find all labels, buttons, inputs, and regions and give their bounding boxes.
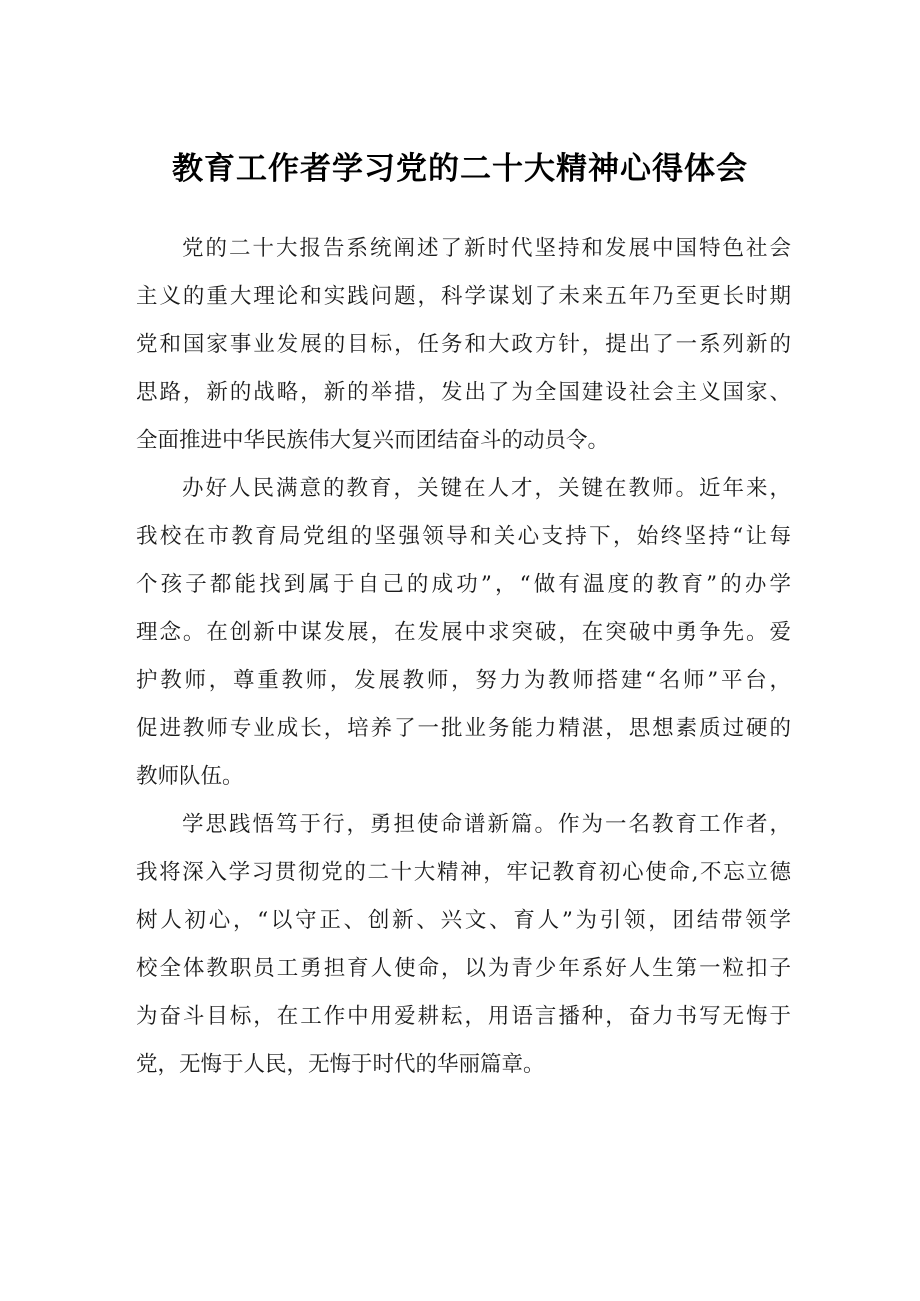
paragraph-line: 为奋斗目标，在工作中用爱耕耘，用语言播种，奋力书写无悔于: [136, 1004, 791, 1029]
paragraph-2: [136, 465, 791, 801]
paragraph-line: 办好人民满意的教育，关键在人才，关键在教师。近年来，: [182, 476, 791, 501]
paragraph-line: 党的二十大报告系统阐述了新时代坚持和发展中国特色社会: [182, 236, 791, 261]
document-title: 教育工作者学习党的二十大精神心得体会: [172, 151, 748, 187]
paragraph-line: 教师队伍。: [136, 764, 244, 789]
paragraph-line: 思路，新的战略，新的举措，发出了为全国建设社会主义国家、: [136, 380, 791, 405]
paragraph-line: 学思践悟笃于行，勇担使命谱新篇。作为一名教育工作者，: [182, 812, 791, 837]
paragraph-line: 党，无悔于人民，无悔于时代的华丽篇章。: [136, 1052, 545, 1077]
paragraph-line: 党和国家事业发展的目标，任务和大政方针，提出了一系列新的: [136, 332, 791, 357]
paragraph-line: 全面推进中华民族伟大复兴而团结奋斗的动员令。: [136, 428, 610, 453]
paragraph-line: 促进教师专业成长，培养了一批业务能力精湛，思想素质过硬的: [136, 716, 791, 741]
paragraph-line: 主义的重大理论和实践问题，科学谋划了未来五年乃至更长时期: [136, 284, 791, 309]
paragraph-1: [136, 225, 791, 465]
paragraph-line: 理念。在创新中谋发展，在发展中求突破，在突破中勇争先。爱: [136, 620, 791, 645]
paragraph-3: [136, 801, 791, 1089]
paragraph-line: 树人初心，“以守正、创新、兴文、育人”为引领，团结带领学: [136, 908, 791, 933]
paragraph-line: 个孩子都能找到属于自己的成功”，“做有温度的教育”的办学: [136, 572, 791, 597]
paragraph-line: 护教师，尊重教师，发展教师，努力为教师搭建“名师”平台，: [136, 668, 791, 693]
paragraph-line: 校全体教职员工勇担育人使命，以为青少年系好人生第一粒扣子: [136, 956, 791, 981]
document-body: [136, 225, 791, 1089]
paragraph-line: 我校在市教育局党组的坚强领导和关心支持下，始终坚持“让每: [136, 524, 791, 549]
paragraph-line: 我将深入学习贯彻党的二十大精神，牢记教育初心使命,不忘立德: [136, 860, 791, 885]
